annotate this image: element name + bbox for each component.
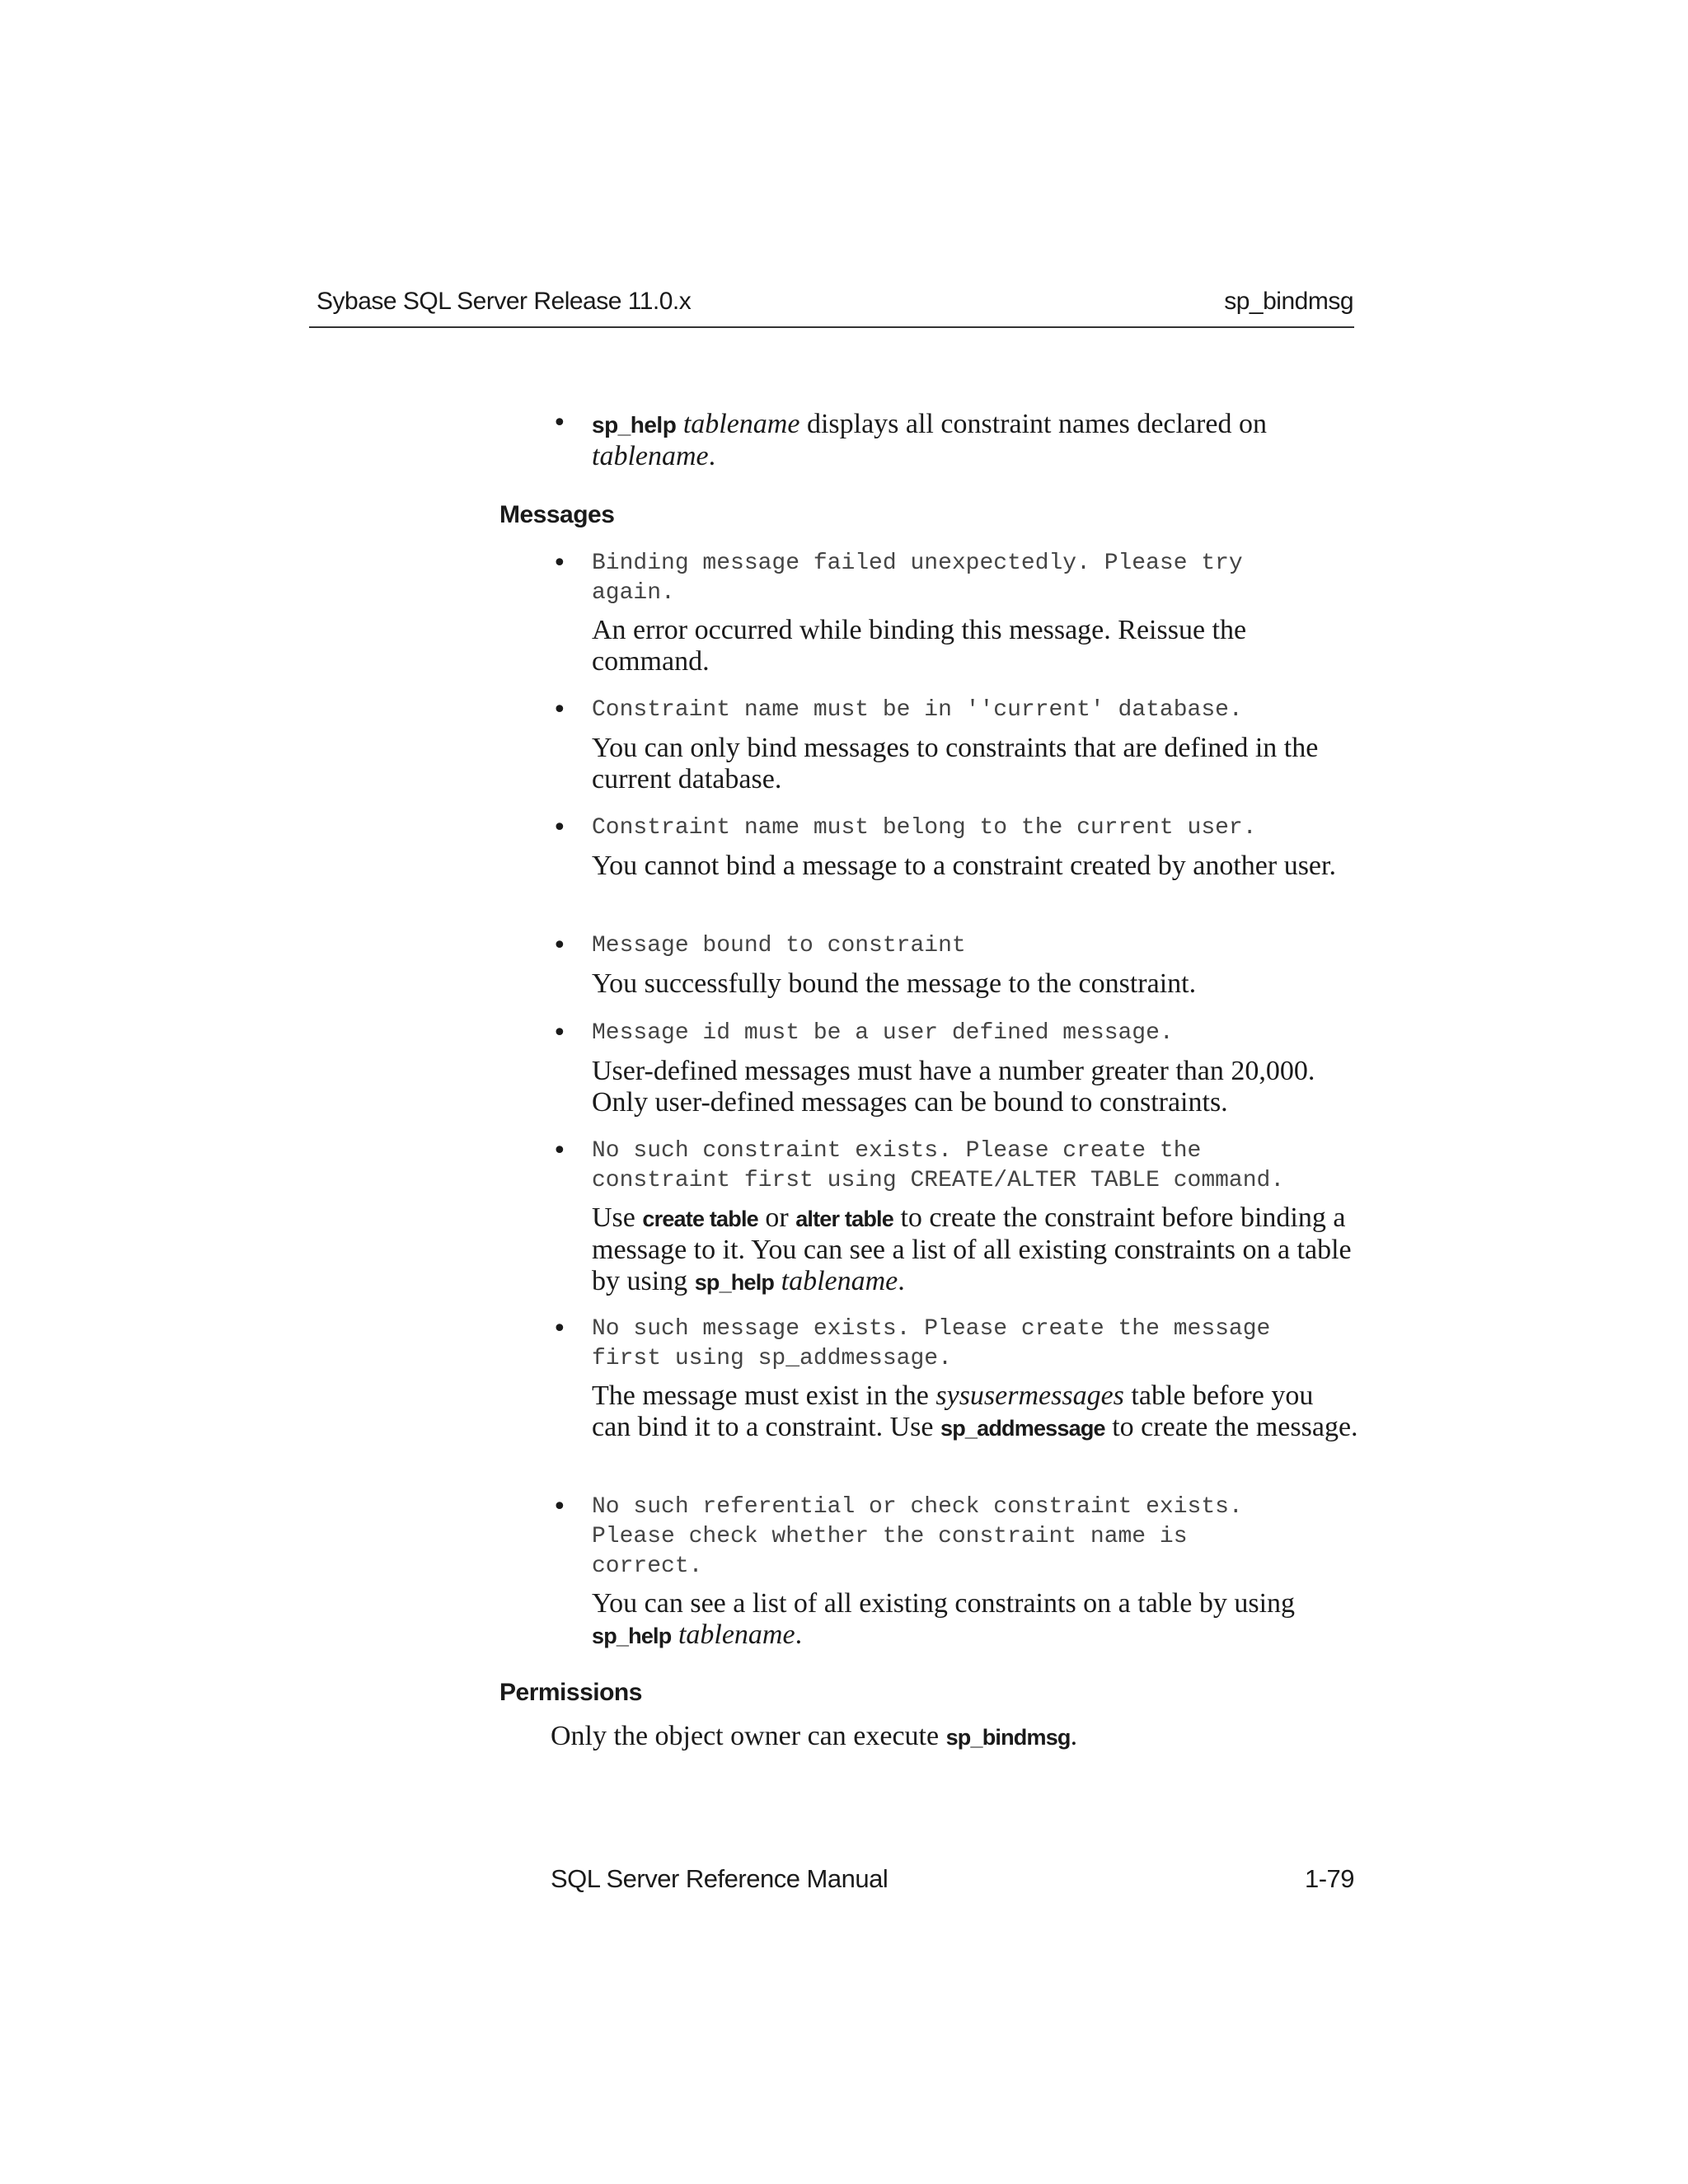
period: . xyxy=(795,1619,803,1650)
intro-bullet-text xyxy=(592,409,1350,472)
command-name: sp_help xyxy=(592,1624,672,1648)
bullet-marker: • xyxy=(552,813,567,842)
bullet-marker: • xyxy=(552,931,567,960)
running-footer xyxy=(551,1864,1354,1900)
message-text: No such constraint exists. Please create the constraint first using CREATE/ALTER TABLE command. xyxy=(592,1138,1285,1193)
bullet-marker: • xyxy=(552,549,567,578)
message-text: Message id must be a user defined message. xyxy=(592,1020,1174,1046)
message-text: Message bound to constraint xyxy=(592,933,966,958)
permissions-sentence: Only the object owner can execute xyxy=(551,1721,946,1751)
argument: tablename xyxy=(592,441,709,471)
message-explanation: You cannot bind a message to a constraint created by another user. xyxy=(592,851,1336,881)
message-explanation xyxy=(592,1380,1358,1444)
message-text: Binding message failed unexpectedly. Please try again. xyxy=(592,551,1243,606)
header-manual-title: Sybase SQL Server Release 11.0.x xyxy=(316,288,692,315)
command-name: sp_bindmsg xyxy=(945,1725,1071,1750)
explanation-text: You can see a list of all existing constraints on a table by using xyxy=(592,1588,1296,1619)
footer-manual-title: SQL Server Reference Manual xyxy=(551,1864,889,1893)
command-name: sp_help xyxy=(592,412,677,438)
table-name: sysusermessages xyxy=(935,1380,1124,1411)
command-name: sp_addmessage xyxy=(940,1416,1105,1441)
messages-heading: Messages xyxy=(499,501,615,528)
header-rule xyxy=(309,326,1354,328)
explanation-text: to create the constraint before binding a message to it. You can see a list of all existing constraints on a table by using xyxy=(592,1202,1352,1296)
message-explanation: You can only bind messages to constraints that are defined in the current database. xyxy=(592,733,1319,794)
bullet-marker: • xyxy=(552,409,567,438)
message-text: No such message exists. Please create the message first using sp_addmessage. xyxy=(592,1316,1271,1371)
command-name: alter table xyxy=(795,1207,893,1231)
explanation-text: The message must exist in the xyxy=(592,1380,936,1411)
message-text: Constraint name must belong to the current user. xyxy=(592,815,1257,841)
message-explanation: An error occurred while binding this message. Reissue the command. xyxy=(592,615,1247,677)
bullet-marker: • xyxy=(552,1137,567,1165)
bullet-marker: • xyxy=(552,1493,567,1521)
message-text: No such referential or check constraint exists. Please check whether the constraint name is correct. xyxy=(592,1494,1243,1579)
running-header xyxy=(316,288,1353,327)
message-explanation: You successfully bound the message to the constraint. xyxy=(592,968,1197,999)
command-name: sp_help xyxy=(694,1270,775,1295)
intro-text: displays all constraint names declared on xyxy=(799,409,1267,439)
message-text: Constraint name must be in ''current' database. xyxy=(592,697,1243,723)
argument: tablename xyxy=(678,1619,795,1650)
header-procedure-name: sp_bindmsg xyxy=(1224,288,1353,315)
message-explanation: User-defined messages must have a number greater than 20,000. Only user-defined messages can be bound to constraints. xyxy=(592,1056,1315,1118)
message-explanation xyxy=(592,1202,1358,1298)
bullet-marker: • xyxy=(552,696,567,724)
explanation-text: Use xyxy=(592,1202,643,1233)
period: . xyxy=(708,441,716,471)
bullet-marker: • xyxy=(552,1315,567,1343)
period: . xyxy=(1070,1721,1078,1751)
explanation-text: table before you can bind it to a constraint. Use xyxy=(592,1380,1314,1442)
argument: tablename xyxy=(781,1266,898,1296)
explanation-text: or xyxy=(757,1202,796,1233)
message-explanation xyxy=(592,1588,1358,1652)
period: . xyxy=(898,1266,905,1296)
page-number: 1-79 xyxy=(1304,1864,1354,1893)
permissions-text xyxy=(551,1721,1358,1753)
permissions-heading: Permissions xyxy=(499,1679,642,1706)
command-name: create table xyxy=(642,1207,758,1231)
argument: tablename xyxy=(682,409,800,439)
bullet-marker: • xyxy=(552,1019,567,1047)
explanation-text: to create the message. xyxy=(1104,1412,1358,1442)
